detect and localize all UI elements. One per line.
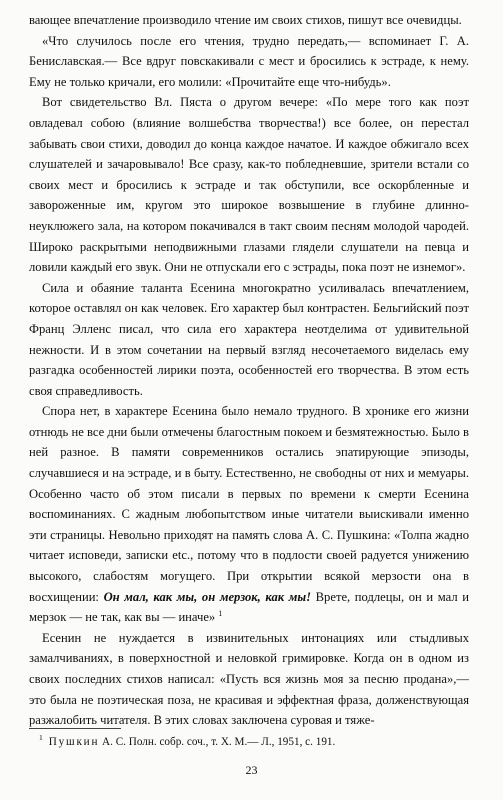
page-body-text (29, 10, 469, 731)
pushkin-quote-end: Врете, подлецы, он и мал и мерзок — не так, как вы — иначе» (29, 589, 469, 625)
footnote (39, 735, 469, 749)
paragraph-benislavskaya-quote: «Что случилось после его чтения, трудно передать,— вспоминает Г. А. Бениславская.— Все вдруг повскакивали с мест и бросились к эстраде, к нему. Ему не только кричали, его молили: «Прочитайте еще что-нибудь». (29, 33, 469, 89)
paragraph-continued: вающее впечатление производило чтение им своих стихов, пишут все очевидцы. (29, 13, 462, 27)
footnote-divider (29, 728, 121, 729)
footnote-citation: А. С. Полн. собр. соч., т. X. М.— Л., 1951, с. 191. (102, 736, 336, 748)
pushkin-quote-italic: Он мал, как мы, он мерзок, как мы! (103, 589, 312, 604)
page-number: 23 (245, 763, 258, 777)
paragraph-pyast-testimony: Вот свидетельство Вл. Пяста о другом вечере: «По мере того как поэт овладевал собою (влияние волшебства творчества!) все более, он перестал забывать свои стихи, доводил до конца каждое начатое. И каждое обжигало всех слушателей и зачаровывало! Все сразу, как-то побледневшие, зрители встали со своих мест и бросились к эстраде и так обступили, все оскорбленные и завороженные им, кругом это широкое возвышение в глубине длинно-неуклюжего зала, на котором покачивался в такт своим песням молодой чародей. Широко раскрытыми неподвижными глазами глядели слушатели на певца и ловили каждый его звук. Они не отпускали его с эстрады, пока поэт не изнемог». (29, 95, 469, 275)
footnote-author: Пушкин (48, 736, 100, 748)
paragraph-pushkin-quote (29, 401, 469, 628)
footnote-number: 1 (39, 733, 43, 743)
footnote-reference: 1 (218, 609, 223, 619)
paragraph-no-excuses: Есенин не нуждается в извинительных интонациях или стыдливых замалчиваниях, в поверхностной и неловкой гримировке. Когда он в одном из своих последних стихов написал: «Пусть вся жизнь моя за песню продана»,— это была не поэтическая поза, не красивая и эффектная фраза, долженствующая разжалобить читателя. В этих словах заключена суровая и тяже- (29, 630, 469, 728)
paragraph-talent-charm: Сила и обаяние таланта Есенина многократно усиливалась впечатлением, которое оставлял он как человек. Его характер был контрастен. Бельгийский поэт Франц Элленс писал, что сила его характера неотделима от удивительной нежности. И в этом сочетании на первый взгляд несочетаемого виделась ему разгадка особенностей лирики поэта, особенностей его творчества. В этом есть своя справедливость. (29, 280, 469, 398)
pushkin-quote-start: Спора нет, в характере Есенина было немало трудного. В хронике его жизни отнюдь не все дни были отмечены благостным покоем и безмятежностью. Было в ней разное. В памяти современников остались эпатирующие эпизоды, случавшиеся и на эстраде, и в быту. Естественно, не свободны от них и мемуары. Особенно часто об этом писали в первых по времени к смерти Есенина воспоминаниях. С жадным любопытством иные читатели выискивали именно эти страницы. Невольно приходят на память слова А. С. Пушкина: «Толпа жадно читает исповеди, записки etc., потому что в подлости своей радуется унижению высокого, слабостям могущего. При открытии всякой мерзости она в восхищении: (29, 404, 469, 604)
